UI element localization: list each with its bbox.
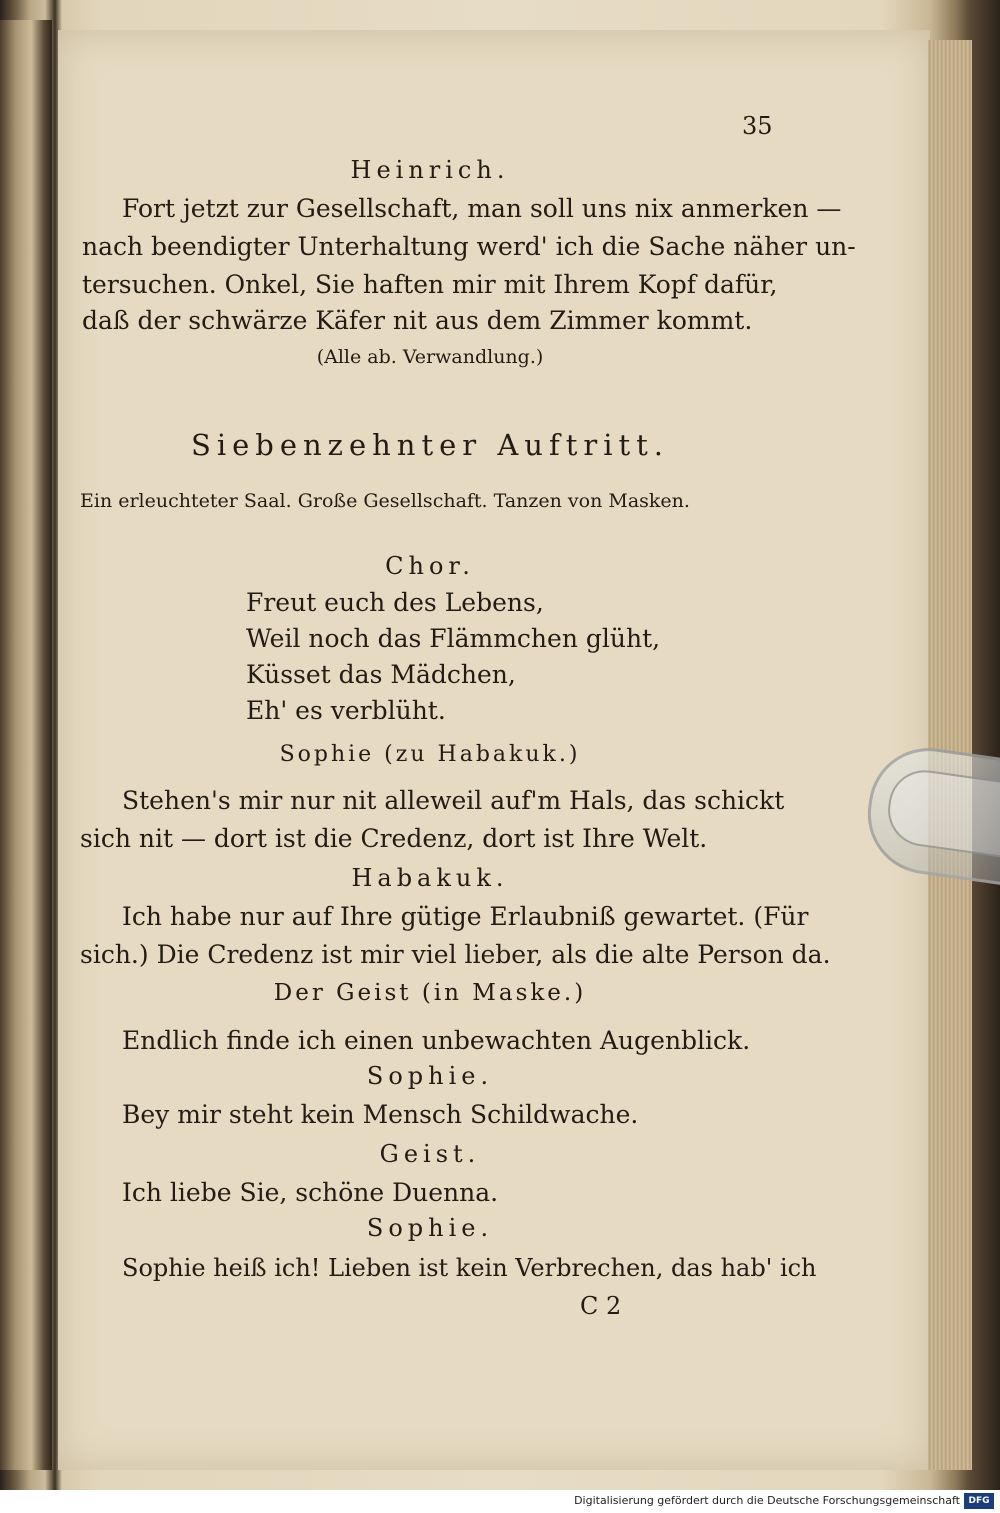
- speaker-sophie: Sophie (zu Habakuk.): [279, 742, 581, 767]
- left-page-edge: [0, 20, 52, 1470]
- text-line: sich.) Die Credenz ist mir viel lieber, als die alte Person da.: [80, 940, 831, 969]
- verse-line: Küsset das Mädchen,: [246, 660, 516, 689]
- scene-description: Ein erleuchteter Saal. Große Gesellschaft. Tanzen von Masken.: [80, 490, 690, 512]
- text-line: sich nit — dort ist die Credenz, dort ist Ihre Welt.: [80, 824, 708, 853]
- text-line: Stehen's mir nur nit alleweil auf'm Hals, das schickt: [122, 786, 785, 815]
- speaker-sophie: Sophie.: [366, 1062, 494, 1090]
- footer-bar: [0, 1490, 1000, 1513]
- text-line: nach beendigter Unterhaltung werd' ich die Sache näher un-: [82, 232, 856, 261]
- text-line: Ich liebe Sie, schöne Duenna.: [122, 1178, 499, 1207]
- stage-direction: (Alle ab. Verwandlung.): [316, 346, 544, 368]
- verse-line: Weil noch das Flämmchen glüht,: [246, 624, 661, 653]
- signature-mark: C 2: [580, 1292, 622, 1320]
- speaker-sophie: Sophie.: [366, 1214, 494, 1242]
- page-number: 35: [742, 112, 773, 140]
- speaker-geist: Der Geist (in Maske.): [273, 980, 587, 1006]
- speaker-chor: Chor.: [385, 552, 475, 580]
- speaker-habakuk: Habakuk.: [351, 864, 509, 892]
- text-line: Endlich finde ich einen unbewachten Augenblick.: [122, 1026, 751, 1055]
- speaker-geist: Geist.: [379, 1140, 481, 1168]
- text-line: Sophie heiß ich! Lieben ist kein Verbrechen, das hab' ich: [122, 1254, 817, 1282]
- scene-title: Siebenzehnter Auftritt.: [190, 428, 670, 462]
- footer-credit: Digitalisierung gefördert durch die Deutsche Forschungsgemeinschaft: [574, 1494, 960, 1507]
- text-line: tersuchen. Onkel, Sie haften mir mit Ihrem Kopf dafür,: [82, 270, 778, 299]
- text-line: Bey mir steht kein Mensch Schildwache.: [122, 1100, 639, 1129]
- speaker-heinrich: Heinrich.: [350, 156, 510, 184]
- verse-line: Eh' es verblüht.: [246, 696, 446, 725]
- text-line: Fort jetzt zur Gesellschaft, man soll uns nix anmerken —: [122, 194, 842, 223]
- verse-line: Freut euch des Lebens,: [246, 588, 544, 617]
- text-line: Ich habe nur auf Ihre gütige Erlaubniß gewartet. (Für: [122, 902, 809, 931]
- dfg-logo: DFG: [964, 1493, 994, 1509]
- text-line: daß der schwärze Käfer nit aus dem Zimmer kommt.: [82, 306, 753, 335]
